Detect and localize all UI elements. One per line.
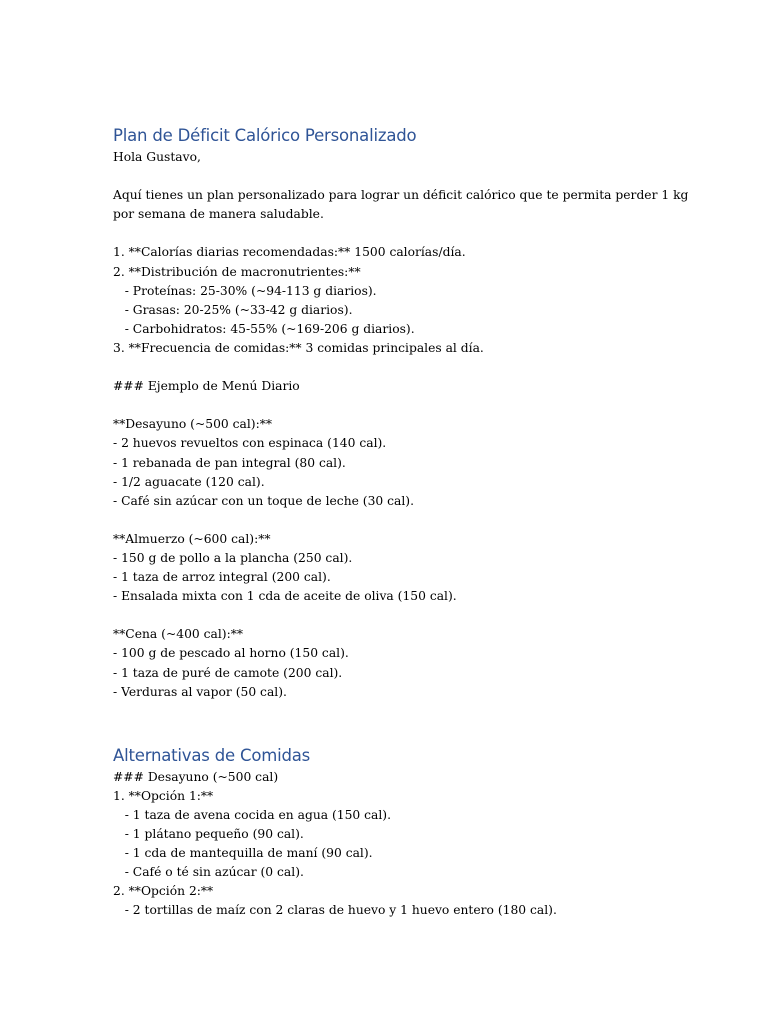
menu-heading: ### Ejemplo de Menú Diario	[113, 379, 300, 394]
almuerzo-item: - 150 g de pollo a la plancha (250 cal).	[113, 550, 353, 565]
alt-option-item: - 1 plátano pequeño (90 cal).	[113, 827, 304, 841]
spacer	[113, 167, 673, 186]
document-body	[113, 124, 689, 920]
greeting: Hola Gustavo,	[113, 150, 201, 164]
almuerzo-item: - Ensalada mixta con 1 cda de aceite de oliva (150 cal).	[113, 589, 457, 604]
spacer	[113, 606, 673, 625]
intro-line-1: Aquí tienes un plan personalizado para lograr un déficit calórico que te permita perder 1 kg	[113, 188, 689, 203]
alt-desayuno-heading: ### Desayuno (~500 cal)	[113, 769, 279, 784]
cena-item: - Verduras al vapor (50 cal).	[113, 684, 287, 699]
plan-list-subitem: - Carbohidratos: 45-55% (~169-206 g diarios).	[113, 321, 415, 336]
almuerzo-title: **Almuerzo (~600 cal):**	[113, 531, 271, 546]
alt-option-item: - Café o té sin azúcar (0 cal).	[113, 865, 304, 880]
spacer	[113, 396, 673, 415]
spacer	[113, 702, 673, 744]
alt-option-title: 2. **Opción 2:**	[113, 884, 214, 899]
desayuno-item: - 2 huevos revueltos con espinaca (140 cal).	[113, 436, 387, 451]
desayuno-item: - 1 rebanada de pan integral (80 cal).	[113, 455, 346, 470]
alt-option-item: - 1 taza de avena cocida en agua (150 cal).	[113, 807, 392, 822]
cena-title: **Cena (~400 cal):**	[113, 627, 244, 642]
cena-item: - 1 taza de puré de camote (200 cal).	[113, 665, 343, 680]
desayuno-item: - Café sin azúcar con un toque de leche (30 cal).	[113, 493, 415, 508]
desayuno-title: **Desayuno (~500 cal):**	[113, 417, 273, 432]
intro-line-2: por semana de manera saludable.	[113, 207, 324, 222]
alt-option-item: - 2 tortillas de maíz con 2 claras de huevo y 1 huevo entero (180 cal).	[113, 903, 557, 918]
cena-item: - 100 g de pescado al horno (150 cal).	[113, 646, 349, 661]
almuerzo-item: - 1 taza de arroz integral (200 cal).	[113, 570, 331, 585]
plan-title: Plan de Déficit Calórico Personalizado	[113, 126, 417, 145]
alternatives-title: Alternativas de Comidas	[113, 745, 311, 765]
alt-option-item: - 1 cda de mantequilla de maní (90 cal).	[113, 846, 373, 861]
plan-list-item: 3. **Frecuencia de comidas:** 3 comidas principales al día.	[113, 340, 484, 355]
desayuno-item: - 1/2 aguacate (120 cal).	[113, 474, 265, 489]
spacer	[113, 511, 673, 530]
alt-option-title: 1. **Opción 1:**	[113, 788, 214, 803]
spacer	[113, 358, 673, 377]
plan-list-subitem: - Proteínas: 25-30% (~94-113 g diarios).	[113, 283, 377, 298]
spacer	[113, 224, 673, 243]
plan-list-item: 1. **Calorías diarias recomendadas:** 1500 calorías/día.	[113, 245, 466, 260]
plan-list-item: 2. **Distribución de macronutrientes:**	[113, 264, 361, 279]
plan-list-subitem: - Grasas: 20-25% (~33-42 g diarios).	[113, 302, 353, 317]
